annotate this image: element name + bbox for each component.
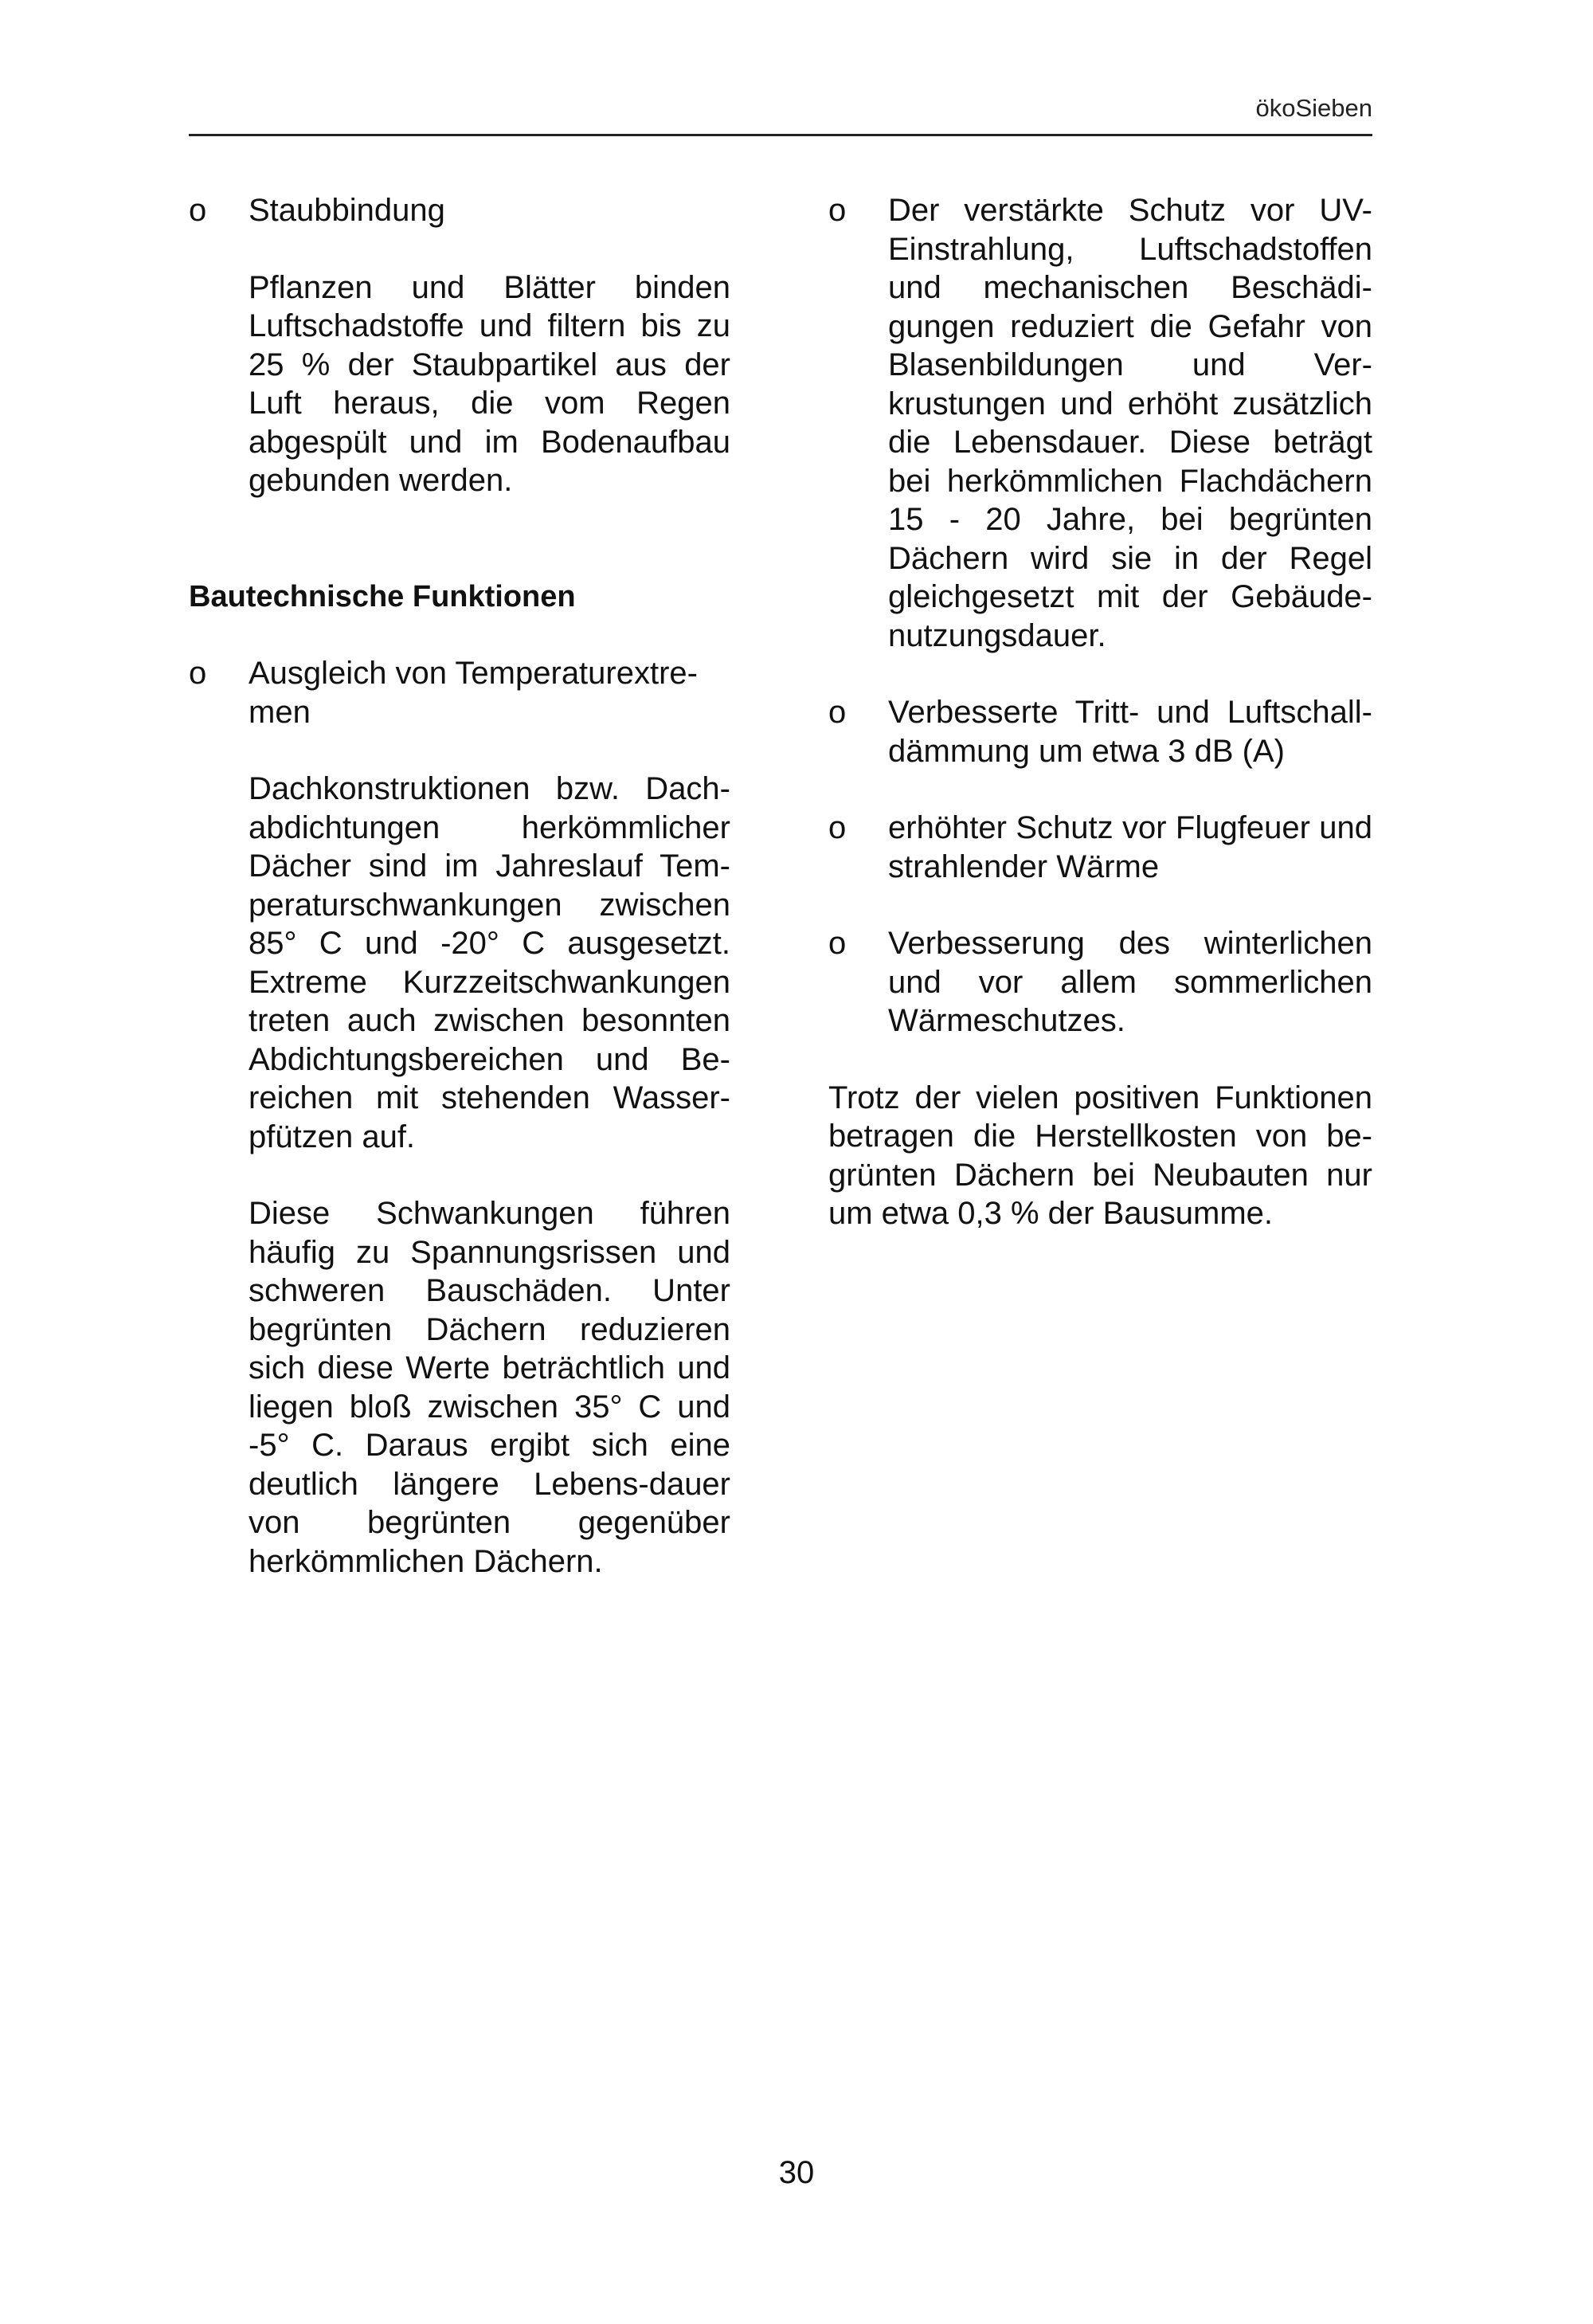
bullet-title: Staubbindung [249,193,445,228]
bullet-text: Verbesserte Tritt- und Luftschall-dämmung um etwa 3 dB (A) [888,695,1372,769]
bullet-item-uv-schutz [828,191,1372,655]
bullet-item-temperatur [189,654,730,731]
bullet-text: Der verstärkte Schutz vor UV-Einstrahlung, Luftschadstoffen und mechanischen Beschädi-gungen reduziert die Gefahr von Blasenbildungen und Ver-krustungen und erhöht zusätzlich die Lebensdauer. Diese beträgt bei herkömmlichen Flachdächern 15 - 20 Jahre, bei begrünten Dächern wird sie in der Regel gleichgesetzt mit der Gebäude-nutzungsdauer. [888,193,1372,653]
bullet-title: Ausgleich von Temperaturextre-men [249,656,698,730]
bullet-marker: o [189,193,207,228]
bullet-item-staubbindung [189,191,730,230]
right-column [828,191,1372,1233]
page-number: 30 [778,2155,815,2190]
running-header: ökoSieben [1255,94,1372,122]
bullet-marker: o [828,810,847,845]
bullet-text: Verbesserung des winterlichen und vor allem sommerlichen Wärmeschutzes. [888,926,1372,1038]
bullet-marker: o [189,656,207,691]
bullet-item-waermeschutz [828,924,1372,1041]
paragraph-temperatur-2: Diese Schwankungen führen häufig zu Spannungsrissen und schweren Bauschäden. Unter begrünten Dächern reduzieren sich diese Werte beträchtlich und liegen bloß zwischen 35° C und -5° C. Daraus ergibt sich eine deutlich längere Lebens-dauer von begrünten gegenüber herkömmlichen Dächern. [249,1196,730,1579]
paragraph-staubbindung: Pflanzen und Blätter binden Luftschadstoffe und filtern bis zu 25 % der Staubpartikel aus der Luft heraus, die vom Regen abgespült und im Bodenaufbau gebunden werden. [249,269,730,498]
bullet-item-schalldaemmung [828,693,1372,770]
paragraph-temperatur-1: Dachkonstruktionen bzw. Dach-abdichtungen herkömmlicher Dächer sind im Jahreslauf Tem-peraturschwankungen zwischen 85° C und -20° C ausgesetzt. Extreme Kurzzeitschwankungen treten auch zwischen besonnten Abdichtungsbereichen und Be-reichen mit stehenden Wasser-pfützen auf. [249,771,730,1154]
bullet-marker: o [828,926,847,961]
bullet-marker: o [828,695,847,730]
bullet-item-flugfeuer [828,809,1372,886]
closing-paragraph: Trotz der vielen positiven Funktionen betragen die Herstellkosten von be-grünten Dächern bei Neubauten nur um etwa 0,3 % der Bausumme. [828,1080,1372,1231]
section-heading: Bautechnische Funktionen [189,579,576,613]
bullet-text: erhöhter Schutz vor Flugfeuer und strahlender Wärme [888,810,1372,884]
left-column [189,191,730,1581]
bullet-marker: o [828,193,847,228]
header-divider [189,134,1372,136]
